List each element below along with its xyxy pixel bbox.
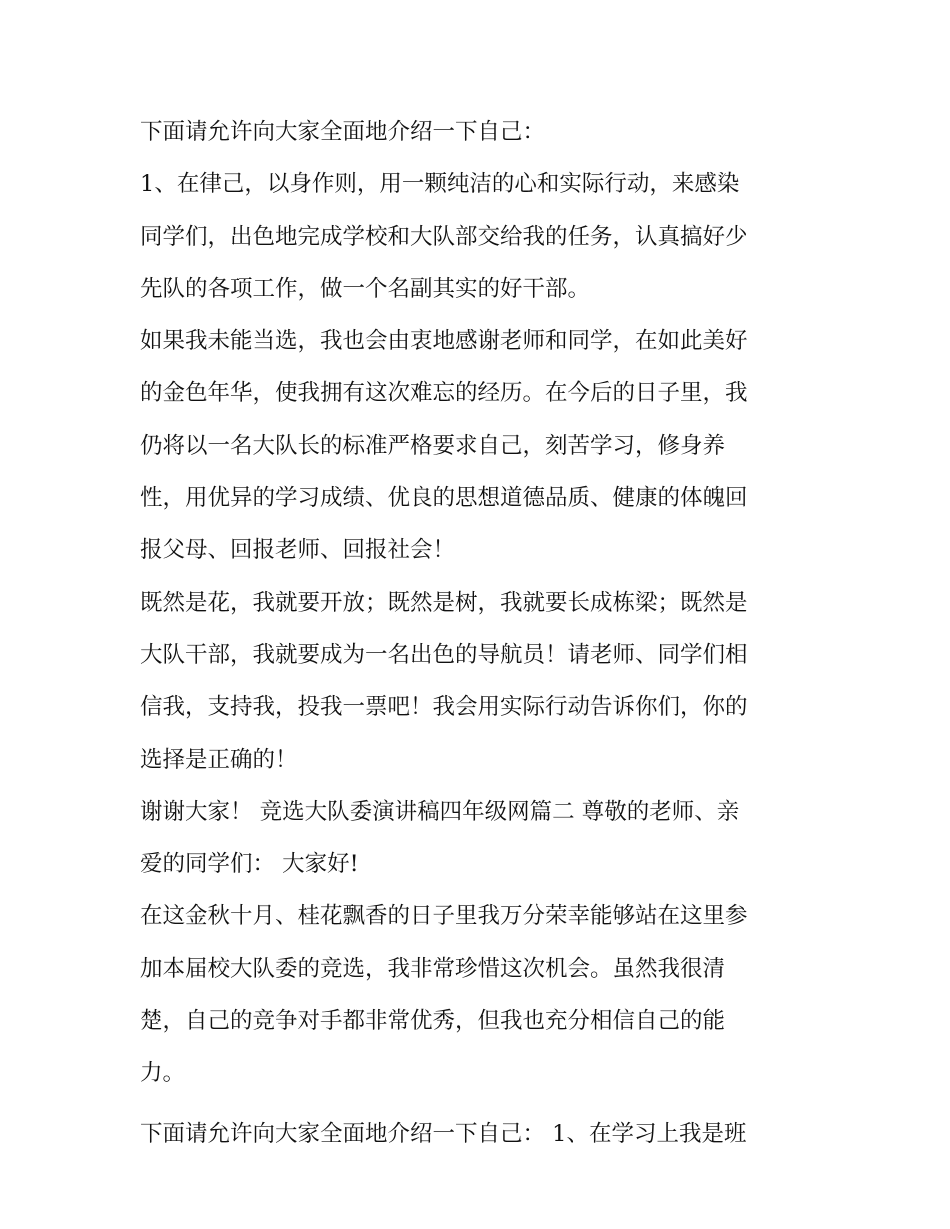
text-line: 仍将以一名大队长的标准严格要求自己，刻苦学习，修身养 [140,432,726,459]
text-line: 谢谢大家！ 竞选大队委演讲稿四年级网篇二 尊敬的老师、亲 [140,798,740,825]
text-line: 1、在律己，以身作则，用一颗纯洁的心和实际行动，来感染 [140,171,740,198]
text-line: 力。 [140,1060,186,1087]
text-line: 同学们，出色地完成学校和大队部交给我的任务，认真搞好少 [140,223,748,250]
text-line: 性，用优异的学习成绩、优良的思想道德品质、健康的体魄回 [140,485,748,512]
text-line: 信我，支持我，投我一票吧！我会用实际行动告诉你们，你的 [140,694,748,721]
text-line: 加本届校大队委的竞选，我非常珍惜这次机会。虽然我很清 [140,955,726,982]
text-line: 楚，自己的竞争对手都非常优秀，但我也充分相信自己的能 [140,1008,726,1035]
text-line: 先队的各项工作，做一个名副其实的好干部。 [140,275,591,302]
text-line: 既然是花，我就要开放；既然是树，我就要长成栋梁；既然是 [140,589,748,616]
document-body [140,106,820,1160]
text-line: 下面请允许向大家全面地介绍一下自己： 1、在学习上我是班 [140,1120,747,1147]
text-line: 如果我未能当选，我也会由衷地感谢老师和同学，在如此美好 [140,328,748,355]
text-line: 爱的同学们： 大家好! [140,851,359,878]
text-line: 在这金秋十月、桂花飘香的日子里我万分荣幸能够站在这里参 [140,903,748,930]
text-line: 下面请允许向大家全面地介绍一下自己： [140,119,546,145]
text-line: 的金色年华，使我拥有这次难忘的经历。在今后的日子里，我 [140,380,748,407]
text-line: 选择是正确的！ [140,746,298,773]
text-line: 报父母、回报老师、回报社会！ [140,537,456,564]
text-line: 大队干部，我就要成为一名出色的导航员！请老师、同学们相 [140,641,748,668]
